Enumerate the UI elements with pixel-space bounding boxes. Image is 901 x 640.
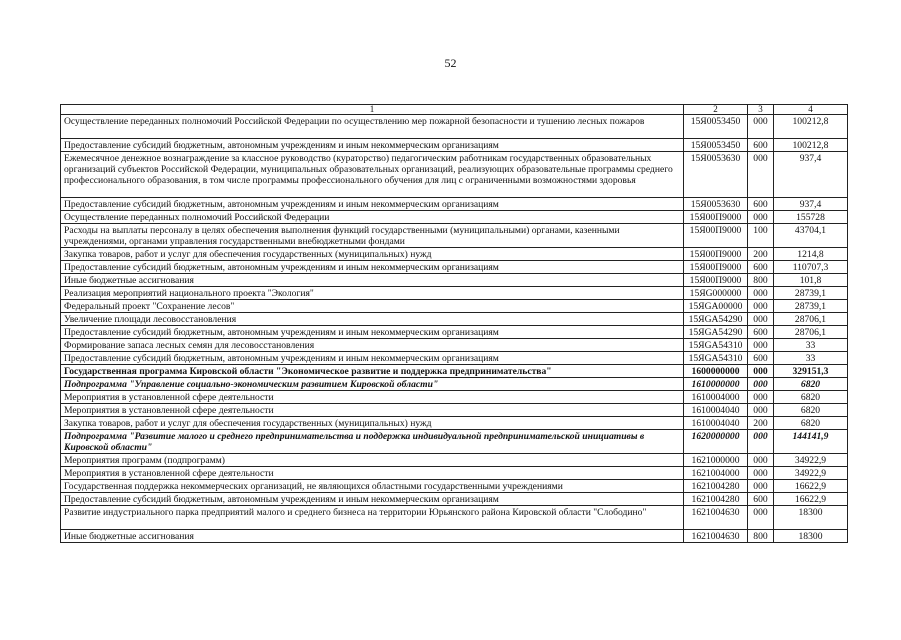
row-name-cell: Федеральный проект "Сохранение лесов" (61, 300, 684, 313)
row-name-cell: Закупка товаров, работ и услуг для обеспечения государственных (муниципальных) нужд (61, 248, 684, 261)
table-row (61, 417, 848, 430)
row-name-cell: Формирование запаса лесных семян для лесовосстановления (61, 339, 684, 352)
row-type-cell: 100 (748, 224, 774, 248)
row-name-cell: Закупка товаров, работ и услуг для обеспечения государственных (муниципальных) нужд (61, 417, 684, 430)
row-type-cell: 000 (748, 313, 774, 326)
table-row (61, 261, 848, 274)
row-code-cell: 1621004280 (684, 480, 748, 493)
table-row (61, 430, 848, 454)
column-header: 2 (684, 105, 748, 115)
row-name-cell: Увеличение площади лесовосстановления (61, 313, 684, 326)
table-row (61, 365, 848, 378)
row-name-cell: Государственная поддержка некоммерческих организаций, не являющихся областными государственными учреждениями (61, 480, 684, 493)
row-amount-cell: 329151,3 (774, 365, 848, 378)
row-code-cell: 1600000000 (684, 365, 748, 378)
row-name-cell: Предоставление субсидий бюджетным, автономным учреждениям и иным некоммерческим организациям (61, 352, 684, 365)
row-code-cell: 15Я0053450 (684, 139, 748, 152)
row-amount-cell: 6820 (774, 417, 848, 430)
row-code-cell: 1610004040 (684, 404, 748, 417)
row-code-cell: 15ЯGA00000 (684, 300, 748, 313)
row-amount-cell: 28739,1 (774, 287, 848, 300)
row-code-cell: 1621004280 (684, 493, 748, 506)
table-row (61, 115, 848, 139)
row-name-cell: Подпрограмма "Развитие малого и среднего предпринимательства и поддержка индивидуальной предпринимательской инициативы в Кировской области" (61, 430, 684, 454)
table-row (61, 152, 848, 198)
row-type-cell: 000 (748, 365, 774, 378)
row-type-cell: 000 (748, 300, 774, 313)
row-amount-cell: 110707,3 (774, 261, 848, 274)
table-row (61, 530, 848, 543)
row-name-cell: Предоставление субсидий бюджетным, автономным учреждениям и иным некоммерческим организациям (61, 139, 684, 152)
row-type-cell: 000 (748, 339, 774, 352)
row-name-cell: Иные бюджетные ассигнования (61, 274, 684, 287)
row-type-cell: 000 (748, 454, 774, 467)
row-type-cell: 600 (748, 198, 774, 211)
row-amount-cell: 937,4 (774, 198, 848, 211)
table-row (61, 480, 848, 493)
row-amount-cell: 28706,1 (774, 326, 848, 339)
row-type-cell: 000 (748, 391, 774, 404)
row-name-cell: Мероприятия в установленной сфере деятельности (61, 467, 684, 480)
table-row (61, 287, 848, 300)
table-row (61, 493, 848, 506)
row-amount-cell: 33 (774, 339, 848, 352)
table-row (61, 352, 848, 365)
row-name-cell: Реализация мероприятий национального проекта "Экология" (61, 287, 684, 300)
row-name-cell: Мероприятия программ (подпрограмм) (61, 454, 684, 467)
row-type-cell: 000 (748, 467, 774, 480)
row-amount-cell: 155728 (774, 211, 848, 224)
row-type-cell: 000 (748, 430, 774, 454)
row-code-cell: 1621000000 (684, 454, 748, 467)
row-code-cell: 15Я0053630 (684, 152, 748, 198)
row-type-cell: 000 (748, 211, 774, 224)
table-row (61, 211, 848, 224)
row-code-cell: 15Я00П9000 (684, 261, 748, 274)
row-type-cell: 000 (748, 506, 774, 530)
row-type-cell: 800 (748, 274, 774, 287)
row-name-cell: Предоставление субсидий бюджетным, автономным учреждениям и иным некоммерческим организациям (61, 261, 684, 274)
row-code-cell: 1621004630 (684, 506, 748, 530)
row-amount-cell: 18300 (774, 506, 848, 530)
table-row (61, 378, 848, 391)
table-row (61, 300, 848, 313)
row-amount-cell: 28706,1 (774, 313, 848, 326)
row-code-cell: 15Я00П9000 (684, 274, 748, 287)
row-amount-cell: 43704,1 (774, 224, 848, 248)
column-header: 4 (774, 105, 848, 115)
row-code-cell: 1621004000 (684, 467, 748, 480)
row-amount-cell: 16622,9 (774, 480, 848, 493)
row-name-cell: Мероприятия в установленной сфере деятельности (61, 391, 684, 404)
table-row (61, 467, 848, 480)
row-name-cell: Иные бюджетные ассигнования (61, 530, 684, 543)
row-type-cell: 200 (748, 417, 774, 430)
row-amount-cell: 144141,9 (774, 430, 848, 454)
row-code-cell: 1610004040 (684, 417, 748, 430)
row-code-cell: 15ЯGA54290 (684, 326, 748, 339)
row-amount-cell: 34922,9 (774, 467, 848, 480)
row-type-cell: 000 (748, 152, 774, 198)
row-code-cell: 1610000000 (684, 378, 748, 391)
row-name-cell: Развитие индустриального парка предприятий малого и среднего бизнеса на территории Юрьянского района Кировской области "Слободино" (61, 506, 684, 530)
row-name-cell: Подпрограмма "Управление социально-экономическим развитием Кировской области" (61, 378, 684, 391)
row-name-cell: Осуществление переданных полномочий Российской Федерации по осуществлению мер пожарной безопасности и тушению лесных пожаров (61, 115, 684, 139)
row-amount-cell: 6820 (774, 378, 848, 391)
row-code-cell: 15Я0053450 (684, 115, 748, 139)
row-type-cell: 600 (748, 139, 774, 152)
row-code-cell: 1620000000 (684, 430, 748, 454)
row-code-cell: 15Я0053630 (684, 198, 748, 211)
table-row (61, 404, 848, 417)
row-type-cell: 600 (748, 326, 774, 339)
row-code-cell: 15ЯGA54310 (684, 339, 748, 352)
row-type-cell: 000 (748, 287, 774, 300)
table-row (61, 274, 848, 287)
column-header: 3 (748, 105, 774, 115)
row-name-cell: Мероприятия в установленной сфере деятельности (61, 404, 684, 417)
table-row (61, 339, 848, 352)
row-code-cell: 1621004630 (684, 530, 748, 543)
table-row (61, 454, 848, 467)
row-amount-cell: 28739,1 (774, 300, 848, 313)
row-type-cell: 600 (748, 493, 774, 506)
row-code-cell: 15Я00П9000 (684, 224, 748, 248)
row-name-cell: Государственная программа Кировской области "Экономическое развитие и поддержка предпринимательства" (61, 365, 684, 378)
table-row (61, 224, 848, 248)
table-body (61, 105, 848, 543)
row-code-cell: 15Я00П9000 (684, 211, 748, 224)
row-code-cell: 15Я00П9000 (684, 248, 748, 261)
column-header: 1 (61, 105, 684, 115)
row-type-cell: 800 (748, 530, 774, 543)
table-row (61, 248, 848, 261)
row-name-cell: Осуществление переданных полномочий Российской Федерации (61, 211, 684, 224)
row-type-cell: 200 (748, 248, 774, 261)
row-amount-cell: 937,4 (774, 152, 848, 198)
row-type-cell: 000 (748, 115, 774, 139)
row-amount-cell: 18300 (774, 530, 848, 543)
row-code-cell: 15ЯG000000 (684, 287, 748, 300)
table-row (61, 326, 848, 339)
row-name-cell: Предоставление субсидий бюджетным, автономным учреждениям и иным некоммерческим организациям (61, 326, 684, 339)
row-type-cell: 000 (748, 480, 774, 493)
row-amount-cell: 16622,9 (774, 493, 848, 506)
column-header-row (61, 105, 848, 115)
row-type-cell: 000 (748, 404, 774, 417)
row-name-cell: Расходы на выплаты персоналу в целях обеспечения выполнения функций государственными (муниципальными) органами, казенными учреждениями, органами управления государственными внебюджетными фондами (61, 224, 684, 248)
table-row (61, 198, 848, 211)
row-code-cell: 1610004000 (684, 391, 748, 404)
row-amount-cell: 1214,8 (774, 248, 848, 261)
row-name-cell: Предоставление субсидий бюджетным, автономным учреждениям и иным некоммерческим организациям (61, 493, 684, 506)
row-amount-cell: 33 (774, 352, 848, 365)
row-type-cell: 600 (748, 261, 774, 274)
table-row (61, 506, 848, 530)
row-name-cell: Предоставление субсидий бюджетным, автономным учреждениям и иным некоммерческим организациям (61, 198, 684, 211)
row-type-cell: 600 (748, 352, 774, 365)
row-amount-cell: 101,8 (774, 274, 848, 287)
table-row (61, 139, 848, 152)
row-type-cell: 000 (748, 378, 774, 391)
page-number: 52 (444, 56, 457, 70)
row-amount-cell: 100212,8 (774, 115, 848, 139)
row-name-cell: Ежемесячное денежное вознаграждение за классное руководство (кураторство) педагогическим работникам государственных образовательных организаций субъектов Российской Федерации, муниципальных образовательных организаций, реализующих образовательные программы среднего профессионального образования, в том числе программы профессионального обучения для лиц с ограниченными возможностями здоровья (61, 152, 684, 198)
row-amount-cell: 6820 (774, 391, 848, 404)
row-amount-cell: 100212,8 (774, 139, 848, 152)
table-row (61, 313, 848, 326)
row-code-cell: 15ЯGA54310 (684, 352, 748, 365)
row-code-cell: 15ЯGA54290 (684, 313, 748, 326)
row-amount-cell: 34922,9 (774, 454, 848, 467)
budget-table (60, 104, 848, 543)
table-row (61, 391, 848, 404)
row-amount-cell: 6820 (774, 404, 848, 417)
